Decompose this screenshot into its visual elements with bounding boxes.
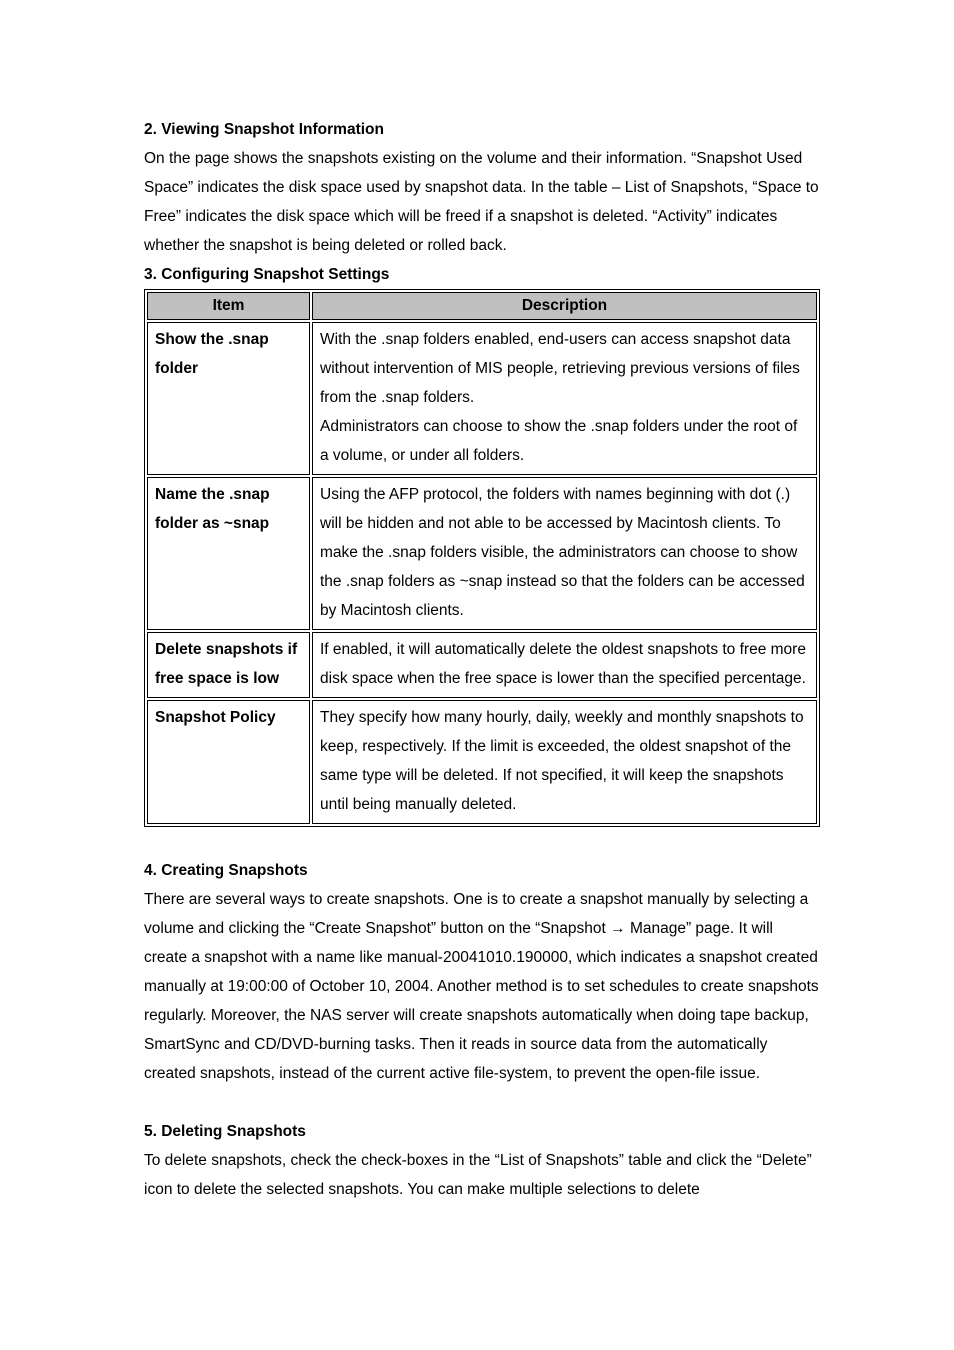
section-5-heading: 5. Deleting Snapshots bbox=[144, 1123, 306, 1140]
table-row bbox=[147, 322, 817, 475]
table-row bbox=[147, 477, 817, 630]
table-header-row bbox=[147, 292, 817, 320]
spacer bbox=[144, 1088, 820, 1117]
section-4-heading: 4. Creating Snapshots bbox=[144, 862, 308, 879]
table-row bbox=[147, 700, 817, 824]
section-2-body: On the page shows the snapshots existing on the volume and their information. “Snapshot Used Space” indicates the disk space used by snapshot data. In the table – List of Snapshots, “Space to Free” indicates the disk space which will be freed if a snapshot is deleted. “Activity” indicates whether the snapshot is being deleted or rolled back. bbox=[144, 150, 819, 254]
item-cell: Name the .snap folder as ~snap bbox=[147, 477, 310, 630]
description-text: They specify how many hourly, daily, weekly and monthly snapshots to keep, respectively. If the limit is exceeded, the oldest snapshot of the same type will be deleted. If not specified, it will keep the snapshots until being manually deleted. bbox=[320, 709, 804, 813]
item-cell: Show the .snap folder bbox=[147, 322, 310, 475]
description-text: If enabled, it will automatically delete the oldest snapshots to free more disk space when the free space is lower than the specified percentage. bbox=[320, 641, 806, 687]
description-text: Using the AFP protocol, the folders with names beginning with dot (.) will be hidden and not able to be accessed by Macintosh clients. To make the .snap folders visible, the administrators can choose to show the .snap folders as ~snap instead so that the folders can be accessed by Macintosh clients. bbox=[320, 486, 805, 619]
description-text: With the .snap folders enabled, end-users can access snapshot data without intervention of MIS people, retrieving previous versions of files from the .snap folders. bbox=[320, 331, 800, 406]
section-3-heading: 3. Configuring Snapshot Settings bbox=[144, 266, 390, 283]
table-row bbox=[147, 632, 817, 698]
section-2-heading: 2. Viewing Snapshot Information bbox=[144, 121, 384, 138]
description-text: Administrators can choose to show the .snap folders under the root of a volume, or under all folders. bbox=[320, 418, 798, 464]
document-page bbox=[144, 115, 820, 1204]
item-cell: Delete snapshots if free space is low bbox=[147, 632, 310, 698]
spacer bbox=[144, 827, 820, 856]
description-cell bbox=[312, 632, 817, 698]
item-cell: Snapshot Policy bbox=[147, 700, 310, 824]
description-cell bbox=[312, 322, 817, 475]
description-cell bbox=[312, 700, 817, 824]
section-4-body: There are several ways to create snapshots. One is to create a snapshot manually by selecting a volume and clicking the “Create Snapshot” button on the “Snapshot → Manage” page. It will create a snapshot with a name like manual-20041010.190000, which indicates a snapshot created manually at 19:00:00 of October 10, 2004. Another method is to set schedules to create snapshots regularly. Moreover, the NAS server will create snapshots automatically when doing tape backup, SmartSync and CD/DVD-burning tasks. Then it reads in source data from the automatically created snapshots, instead of the current active file-system, to prevent the open-file issue. bbox=[144, 891, 819, 1082]
column-header-item: Item bbox=[147, 292, 310, 320]
section-5-body: To delete snapshots, check the check-boxes in the “List of Snapshots” table and click the “Delete” icon to delete the selected snapshots. You can make multiple selections to delete bbox=[144, 1152, 812, 1198]
snapshot-settings-table bbox=[144, 289, 820, 827]
description-cell bbox=[312, 477, 817, 630]
column-header-description: Description bbox=[312, 292, 817, 320]
